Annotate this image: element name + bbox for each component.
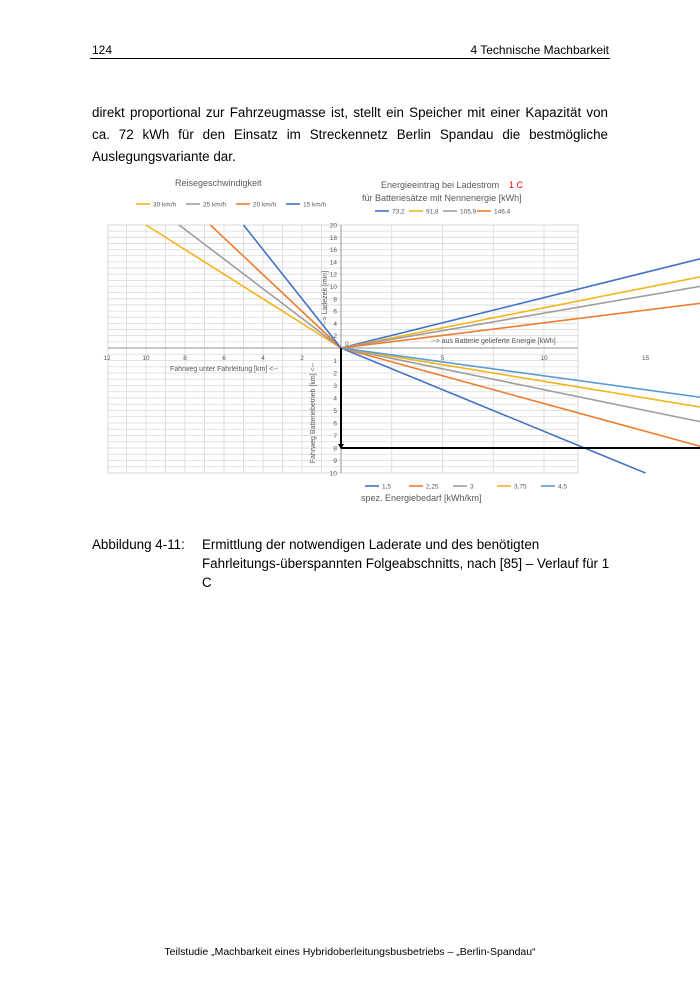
- y-tick-label: 7: [333, 433, 337, 440]
- chart-title-left: Reisegeschwindigkeit: [175, 178, 262, 188]
- legend-consumption-label: 1,5: [382, 483, 392, 491]
- caption-text: Ermittlung der notwendigen Laderate und des benötigten Fahrleitungs-überspannten Folgeabschnitts, nach [85] – Verlauf für 1 C: [202, 537, 610, 590]
- y-tick-label: 2: [333, 370, 337, 378]
- legend-speed-label: 25 km/h: [203, 201, 227, 209]
- page-footer: Teilstudie „Machbarkeit eines Hybridoberleitungsbusbetriebs – „Berlin-Spandau“: [164, 946, 536, 958]
- y-tick-label: 3: [333, 383, 337, 390]
- y-tick-label: 5: [333, 408, 337, 415]
- legend-speed-label: 15 km/h: [303, 201, 327, 209]
- y-tick-label: 6: [333, 308, 337, 316]
- y-tick-label: 6: [333, 420, 337, 428]
- y-tick-label: 1: [333, 358, 337, 365]
- legend-speed-label: 20 km/h: [253, 201, 277, 209]
- x-tick-label: 4: [261, 355, 265, 362]
- legend-battery-label: 91,8: [426, 208, 439, 216]
- legend-battery-label: 105,9: [460, 208, 477, 216]
- x-tick-label: 10: [540, 355, 548, 362]
- y-axis-label-upper: --> Ladezeit [min]: [322, 270, 329, 326]
- x-tick-label: 5: [440, 355, 445, 362]
- legend-consumption-label: 2,25: [426, 483, 439, 491]
- y-tick-label: 4: [333, 320, 337, 328]
- chart-title-right-1: Energieeintrag bei Ladestrom: [381, 180, 500, 190]
- y-tick-label: 12: [329, 271, 337, 279]
- y-tick-label: 16: [329, 247, 337, 255]
- x-tick-label: 2: [300, 355, 304, 362]
- y-axis-label-lower: Fahrweg Batteriebetrieb [km] <--: [310, 362, 317, 464]
- x-axis-label-bottom: spez. Energiebedarf [kWh/km]: [361, 493, 482, 503]
- legend-battery-label: 73,2: [392, 208, 405, 216]
- header-rule: [90, 58, 610, 59]
- legend-consumption-label: 3,75: [514, 483, 527, 491]
- y-tick-label: 4: [333, 395, 337, 403]
- figure-4-11: [100, 168, 650, 508]
- chart-arrows: [338, 225, 700, 449]
- x-tick-label: 12: [103, 355, 111, 362]
- x-tick-label: 8: [183, 355, 187, 362]
- chart-title-right-2: für Batteriesätze mit Nennenergie [kWh]: [362, 193, 522, 203]
- legend-battery-label: 146,4: [494, 208, 511, 216]
- y-tick-label: 8: [333, 445, 337, 453]
- x-axis-label-left: Fahrweg unter Fahrleitung [km] <--: [170, 366, 278, 373]
- legend-speed-label: 30 km/h: [153, 201, 177, 209]
- y-tick-label: 10: [329, 284, 337, 291]
- x-tick-label: 10: [142, 355, 150, 362]
- chart-ticks: [103, 223, 700, 478]
- y-tick-label: 9: [333, 458, 337, 465]
- legend-consumption-label: 3: [470, 483, 474, 491]
- y-tick-label: 14: [329, 259, 337, 267]
- x-axis-label-energy: --> aus Batterie gelieferte Energie [kWh]: [431, 338, 556, 345]
- y-tick-label: 20: [329, 222, 337, 230]
- y-tick-label: 2: [333, 333, 337, 341]
- four-quadrant-chart: [100, 168, 650, 508]
- y-tick-label: 18: [329, 234, 337, 242]
- x-tick-label: 6: [222, 355, 226, 362]
- chapter-title: 4 Technische Machbarkeit: [470, 43, 609, 57]
- series-line-4-5: [341, 348, 700, 459]
- x-tick-label: 15: [641, 355, 650, 362]
- page-number: 124: [92, 43, 113, 57]
- y-tick-label: 8: [333, 296, 337, 304]
- y-tick-label: 10: [329, 470, 337, 478]
- origin-label: 0: [345, 341, 349, 348]
- legend-consumption-label: 4,5: [558, 483, 568, 491]
- caption-label: Abbildung 4-11:: [92, 537, 185, 552]
- chart-title-note: 1 C: [509, 180, 524, 190]
- body-paragraph: direkt proportional zur Fahrzeugmasse ist, stellt ein Speicher mit einer Kapazität von ca. 72 kWh für den Einsatz im Streckennetz Berlin Spandau die bestmögliche Auslegungsvariante dar.: [92, 105, 608, 164]
